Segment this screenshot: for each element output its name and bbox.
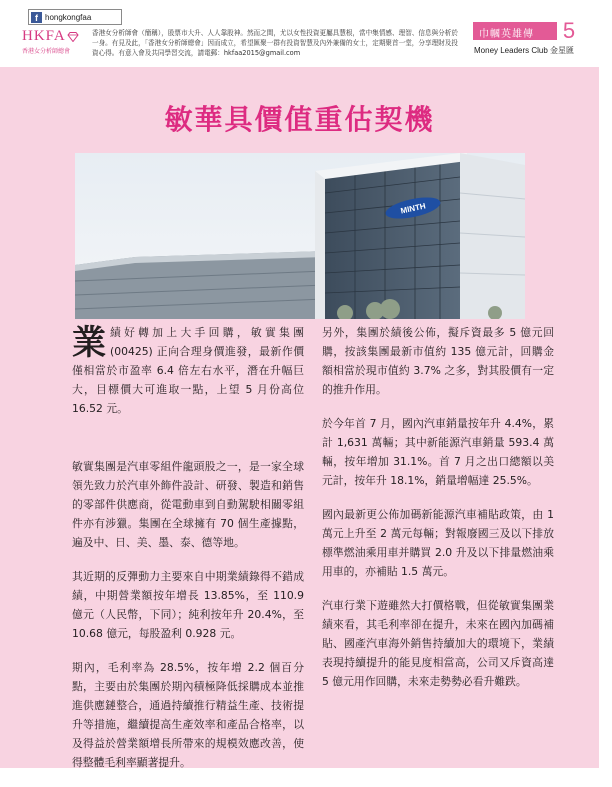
right-margin-strip [603,67,612,768]
facebook-handle: hongkongfaa [45,12,92,22]
club-name: Money Leaders Club 金星匯 [474,46,575,55]
column-number: 5 [557,20,581,42]
diamond-icon [67,32,79,42]
article-title: 敏華具價值重估契機 [164,103,435,136]
paragraph: 另外，集團於績後公佈，擬斥資最多 5 億元回購，按該集團最新市值約 135 億元計，回購金額相當於現市值約 3.7% 之多，對其股價有一定的推升作用。 [322,326,554,396]
paragraph: 國內最新更公佈加碼新能源汽車補貼政策，由 1 萬元上升至 2 萬元每輛；對報廢國三及以下排放標準燃油乘用車并購買 2.0 升及以下排量燃油乘用車的，亦補貼 1.5 萬元。 [322,508,554,578]
facebook-handle-box[interactable] [28,9,122,25]
article-column-right [322,323,554,706]
paragraph: 敏實集團是汽車零組件龍頭股之一，是一家全球領先致力於汽車外飾件設計、研發、製造和銷售的零部件供應商，從電動車到自動駕駛相關零組件亦有涉獵。集團在全球擁有 70 個生產據點，遍及中、日、美、墨、泰、德等地。 [72,460,304,549]
logo-text: HKFA [22,28,66,44]
facebook-icon: f [31,12,42,23]
hkfaa-logo [22,28,92,55]
paragraph: 期內，毛利率為 28.5%，按年增 2.2 個百分點，主要由於集團於期內積極降低採購成本並推進供應鏈整合，通過持續推行精益生產、技術提升等措施，繼續提高生產效率和產品合格率，以及得益於營業額增長所帶來的規模效應改善，使得整體毛利率顯著提升。 [72,661,304,769]
paragraph: 業績好轉加上大手回購，敏實集團 (00425) 正向合理身價進發，最新作價僅相當於市盈率 6.4 倍左右水平，潛在升幅巨大，目標價大可進取一點，上望 5 月份高位 16.52 元。 [72,323,304,415]
logo-subtitle: 香港女分析師總會 [22,48,71,55]
article-column-left [72,323,304,787]
building-sign: MINTH [399,201,427,216]
association-intro: 香港女分析師會（簡稱），股票市大升、人人靠股神。然而之間，尤以女性投資更屬具慧根，當中集情感、理智、信息與分析於一身。有見及此，「香港女分析師總會」因而成立，希望匯聚一群有投資智慧及內外兼備的女士，定期聚首一堂，分享理財及投資心得。有意入會及共同學習交流，請電郵：hkfaa2015@gmail.com [92,29,458,57]
column-name: 巾幗英雄傳 [479,29,534,40]
article-photo [75,153,525,319]
dropcap: 業 [72,323,106,363]
paragraph: 於今年首 7 月，國內汽車銷量按年升 4.4%，累計 1,631 萬輛；其中新能源汽車銷量 593.4 萬輛，按年增加 31.1%。首 7 月之出口總額以美元計，按年升 18.1%，銷量增幅達 25.5%。 [322,417,554,487]
paragraph: 其近期的反彈動力主要來自中期業績錄得不錯成績，中期營業額按年增長 13.85%，至 110.9 億元（人民幣，下同）；純利按年升 20.4%，至 10.68 億元，每股盈利 0.928 元。 [72,570,304,640]
paragraph: 汽車行業下遊雖然大打價格戰，但從敏實集團業績來看，其毛利率卻在提升，未來在國內加碼補貼、國產汽車海外銷售持續加大的環境下，業績表現持續提升的能見度相當高，公司又斥資高達 5 億元用作回購，未來走勢勢必看升難跌。 [322,599,554,688]
